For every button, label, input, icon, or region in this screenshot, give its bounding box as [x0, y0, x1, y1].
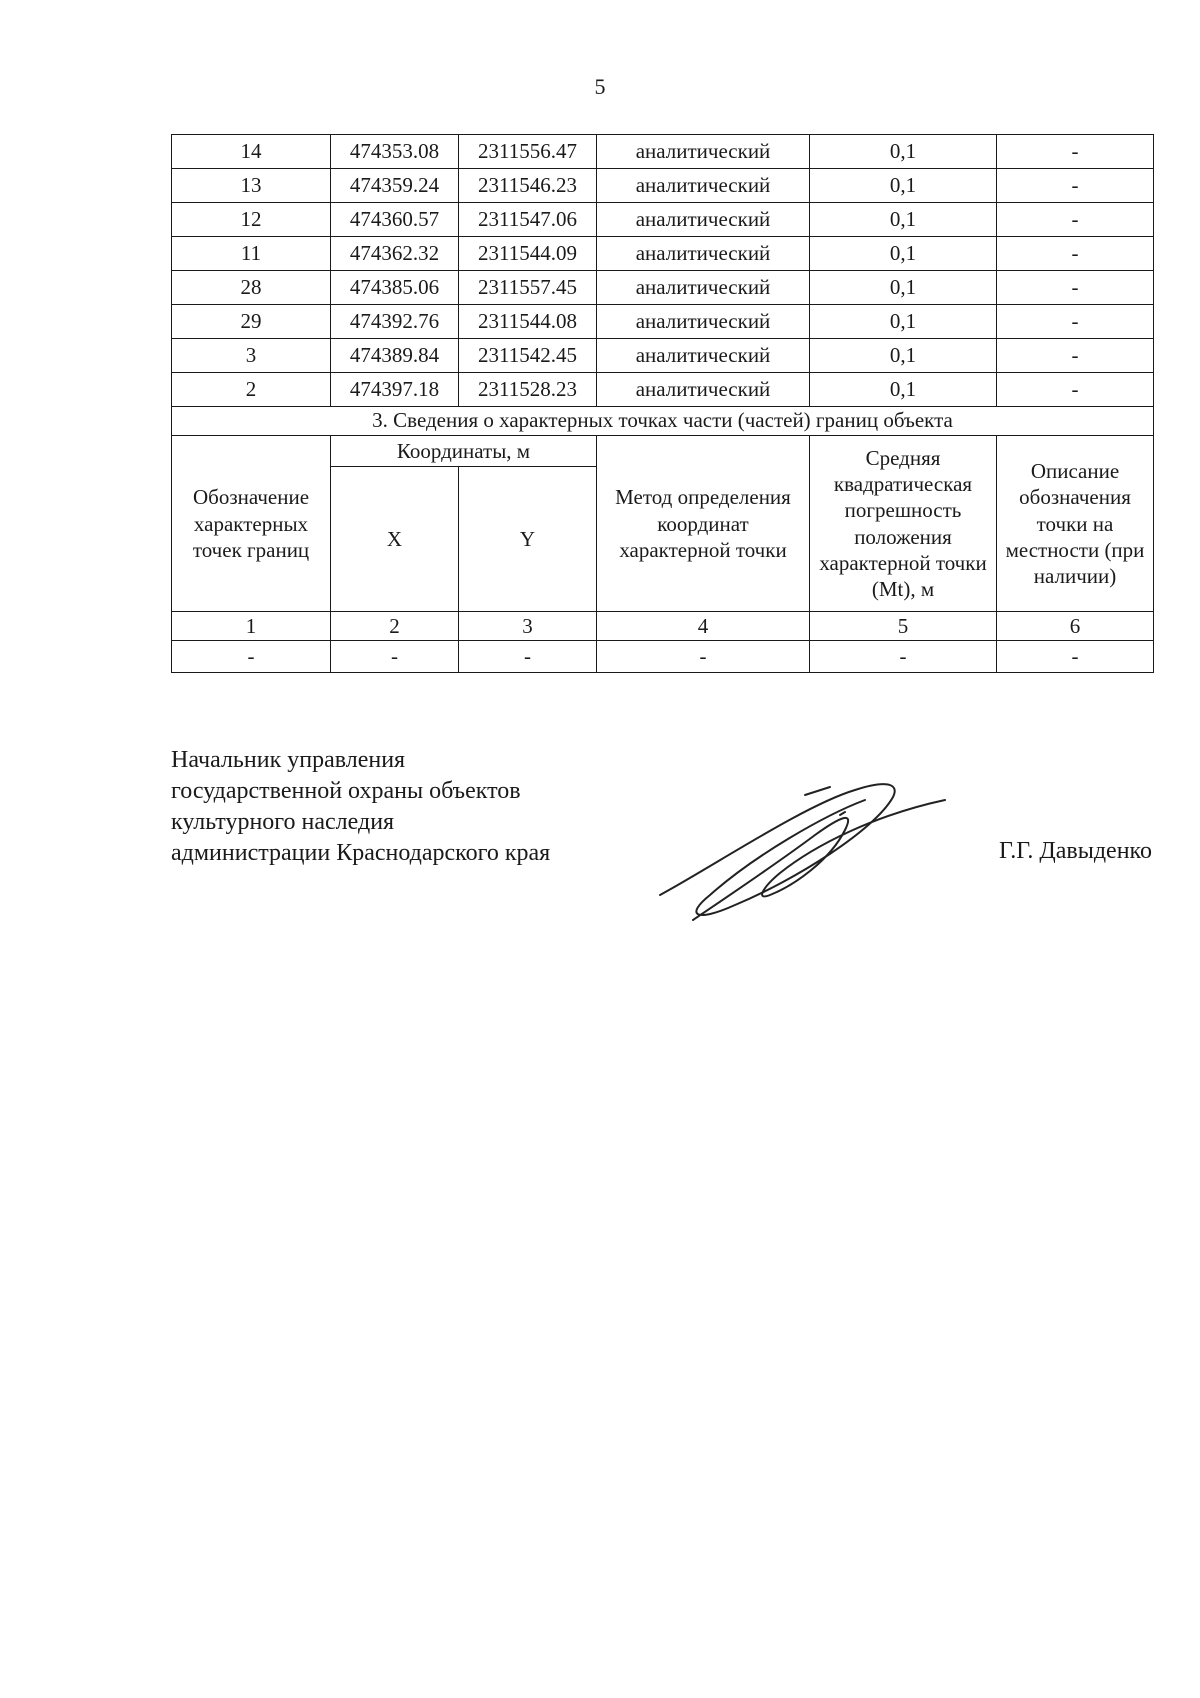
y-cell: 2311542.45	[459, 339, 597, 373]
header-method: Метод определения координат характерной точки	[597, 436, 810, 612]
x-cell: 474362.32	[331, 237, 459, 271]
y-cell: 2311544.09	[459, 237, 597, 271]
empty-cell: -	[597, 641, 810, 673]
y-cell: 2311547.06	[459, 203, 597, 237]
desc-cell: -	[997, 169, 1154, 203]
y-cell: 2311528.23	[459, 373, 597, 407]
table-row	[172, 203, 1154, 237]
point-cell: 28	[172, 271, 331, 305]
mt-cell: 0,1	[810, 305, 997, 339]
mt-cell: 0,1	[810, 203, 997, 237]
signer-position-line: культурного наследия	[171, 809, 395, 835]
header-point-designation: Обозначение характерных точек границ	[172, 436, 331, 612]
desc-cell: -	[997, 135, 1154, 169]
desc-cell: -	[997, 305, 1154, 339]
desc-cell: -	[997, 237, 1154, 271]
mt-cell: 0,1	[810, 237, 997, 271]
signer-position-line: администрации Краснодарского края	[171, 840, 551, 866]
point-cell: 29	[172, 305, 331, 339]
y-cell: 2311557.45	[459, 271, 597, 305]
mt-cell: 0,1	[810, 135, 997, 169]
table-row	[172, 169, 1154, 203]
point-cell: 11	[172, 237, 331, 271]
empty-cell: -	[810, 641, 997, 673]
desc-cell: -	[997, 339, 1154, 373]
y-cell: 2311546.23	[459, 169, 597, 203]
method-cell: аналитический	[597, 339, 810, 373]
signer-position	[171, 745, 550, 869]
point-cell: 12	[172, 203, 331, 237]
header-row	[172, 436, 1154, 467]
signer-name: Г.Г. Давыденко	[999, 838, 1152, 864]
column-number: 6	[997, 612, 1154, 641]
table-row	[172, 373, 1154, 407]
coordinates-table	[171, 134, 1154, 673]
table-row	[172, 305, 1154, 339]
method-cell: аналитический	[597, 169, 810, 203]
signer-position-line: государственной охраны объектов	[171, 778, 521, 804]
empty-cell: -	[172, 641, 331, 673]
section-title: 3. Сведения о характерных точках части (частей) границ объекта	[172, 407, 1154, 436]
column-number: 2	[331, 612, 459, 641]
x-cell: 474360.57	[331, 203, 459, 237]
column-number-row	[172, 612, 1154, 641]
header-description: Описание обозначения точки на местности (при наличии)	[997, 436, 1154, 612]
signer-position-line: Начальник управления	[171, 747, 406, 773]
column-number: 5	[810, 612, 997, 641]
handwritten-signature	[655, 755, 955, 930]
y-cell: 2311556.47	[459, 135, 597, 169]
point-cell: 3	[172, 339, 331, 373]
header-coordinates: Координаты, м	[331, 436, 597, 467]
x-cell: 474392.76	[331, 305, 459, 339]
x-cell: 474389.84	[331, 339, 459, 373]
data-rows	[172, 135, 1154, 673]
empty-cell: -	[331, 641, 459, 673]
column-number: 1	[172, 612, 331, 641]
desc-cell: -	[997, 203, 1154, 237]
point-cell: 2	[172, 373, 331, 407]
x-cell: 474385.06	[331, 271, 459, 305]
method-cell: аналитический	[597, 135, 810, 169]
column-number: 4	[597, 612, 810, 641]
x-cell: 474397.18	[331, 373, 459, 407]
mt-cell: 0,1	[810, 339, 997, 373]
table-row	[172, 237, 1154, 271]
mt-cell: 0,1	[810, 169, 997, 203]
method-cell: аналитический	[597, 271, 810, 305]
empty-cell: -	[997, 641, 1154, 673]
header-mt: Средняя квадратическая погрешность положения характерной точки (Mt), м	[810, 436, 997, 612]
y-cell: 2311544.08	[459, 305, 597, 339]
empty-cell: -	[459, 641, 597, 673]
mt-cell: 0,1	[810, 271, 997, 305]
section-title-row	[172, 407, 1154, 436]
x-cell: 474359.24	[331, 169, 459, 203]
column-number: 3	[459, 612, 597, 641]
header-y: Y	[459, 467, 597, 612]
point-cell: 14	[172, 135, 331, 169]
header-x: X	[331, 467, 459, 612]
empty-row	[172, 641, 1154, 673]
table-row	[172, 271, 1154, 305]
mt-cell: 0,1	[810, 373, 997, 407]
page-number: 5	[594, 74, 606, 99]
desc-cell: -	[997, 271, 1154, 305]
method-cell: аналитический	[597, 373, 810, 407]
table-row	[172, 339, 1154, 373]
desc-cell: -	[997, 373, 1154, 407]
method-cell: аналитический	[597, 237, 810, 271]
point-cell: 13	[172, 169, 331, 203]
method-cell: аналитический	[597, 203, 810, 237]
x-cell: 474353.08	[331, 135, 459, 169]
method-cell: аналитический	[597, 305, 810, 339]
table-row	[172, 135, 1154, 169]
